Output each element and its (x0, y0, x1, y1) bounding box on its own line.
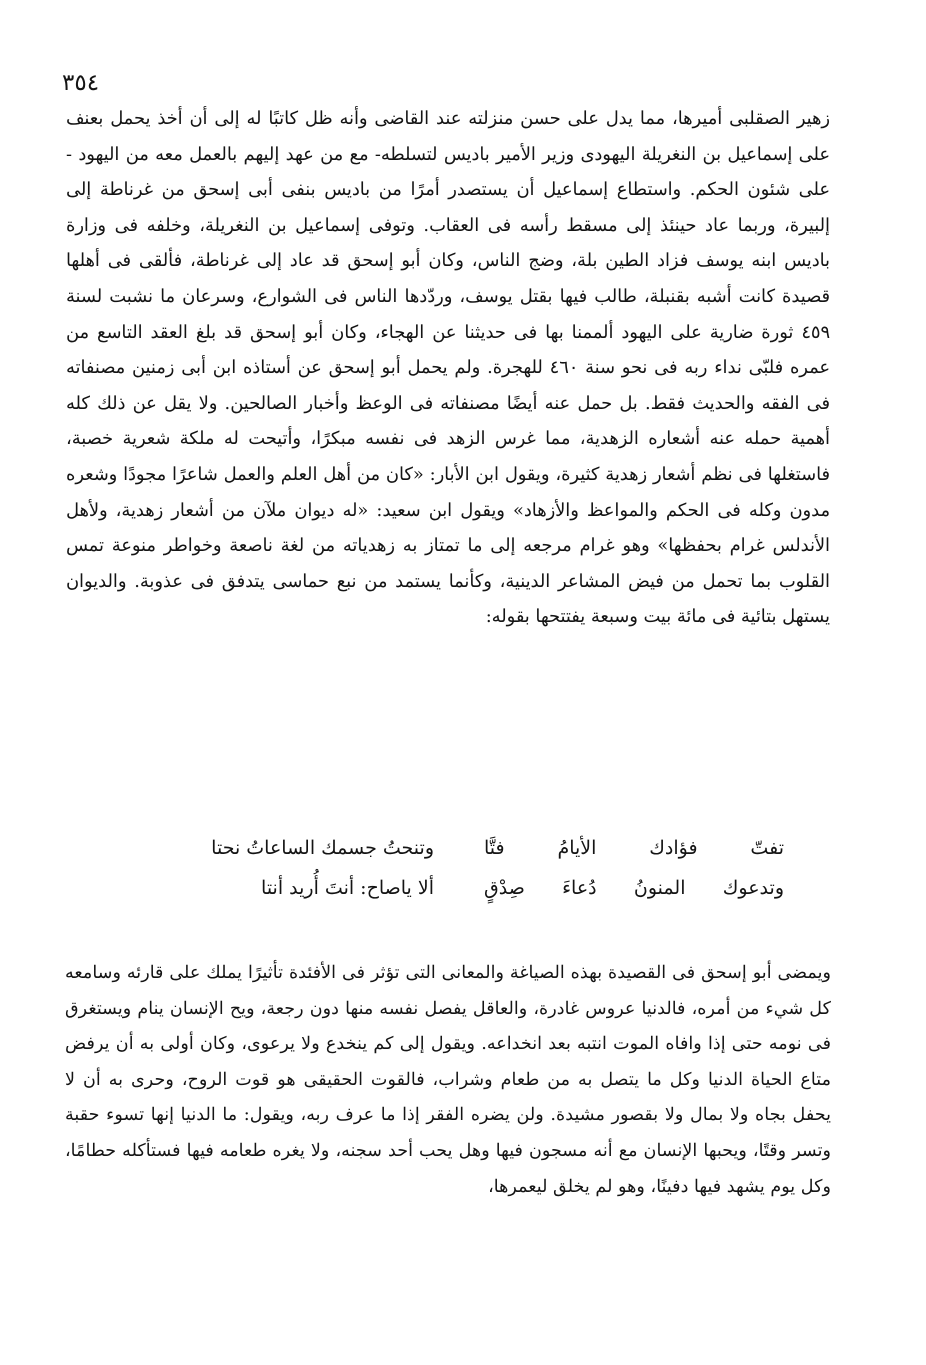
poem-line-2-second-hemistich: ألا ياصاح: أنتَ أُريد أنتا (261, 877, 434, 899)
poem (134, 828, 784, 908)
poem-line-1-second-hemistich: وتنحتُ جسمك الساعاتُ نحتا (211, 837, 434, 859)
page-number: ٣٥٤ (62, 70, 100, 96)
poem-line-1 (134, 828, 784, 868)
paragraph-2: ويمضى أبو إسحق فى القصيدة بهذه الصياغة والمعانى التى تؤثر فى الأفئدة تأثيرًا يملك على قارئه وسامعه كل شيء من أمره، فالدنيا عروس غادرة، والعاقل يفصل نفسه منها دون رجعة، ويح الإنسان ينام ويستغرق فى نومه حتى إذا وافاه الموت انتبه بعد انخداعه. ويقول إلى كم ينخدع ولا يرعوى، وكان أولى به أن يرفض متاع الحياة الدنيا وكل ما يتصل به من طعام وشراب، فالقوت الحقيقى هو قوت الروح، وحرى به أن لا يحفل بجاه ولا بمال ولا بقصور مشيدة. ولن يضره الفقر إذا ما عرف ربه، ويقول: ما الدنيا إنها تسوء حقبة وتسر وقتًا، ويحبها الإنسان مع أنه مسجون فيها وهل يحب أحد سجنه، ولا يغره طعامه فيها فستأكله حطامًا، وكل يوم يشهد فيها دفينًا، وهو لم يخلق ليعمرها، (65, 963, 831, 1197)
poem-line-2 (134, 868, 784, 908)
poem-line-1-first-hemistich: تفتّ فؤادك الأيامُ فتَّا (484, 837, 784, 859)
poem-line-2-first-hemistich: وتدعوك المنونُ دُعاءَ صِدْقٍ (484, 877, 784, 899)
paragraph-1: زهير الصقلبى أميرها، مما يدل على حسن منزلته عند القاضى وأنه ظل كاتبًا له إلى أن أخذ يحمل بعنف على إسماعيل بن النغريلة اليهودى وزير الأمير باديس لتسلطه- مع من عهد إليهم بالعمل معه من اليهود - على شئون الحكم. واستطاع إسماعيل أن يستصدر أمرًا من باديس بنفى أبى إسحق من غرناطة إلى إلبيرة، وربما عاد حينئذ إلى مسقط رأسه فى العقاب. وتوفى إسماعيل بن النغريلة، وخلفه فى وزارة باديس ابنه يوسف فزاد الطين بلة، وضج الناس، وكان أبو إسحق قد عاد إلى غرناطة، فألقى فى أهلها قصيدة كانت أشبه بقنبلة، طالب فيها بقتل يوسف، وردّدها الناس فى الشوارع، وسرعان ما نشبت لسنة ٤٥٩ ثورة ضارية على اليهود ألممنا بها فى حديثنا عن الهجاء، وكان أبو إسحق قد بلغ العقد التاسع من عمره فلبّى نداء ربه فى نحو سنة ٤٦٠ للهجرة. ولم يحمل أبو إسحق عن أستاذه ابن أبى زمنين مصنفاته فى الفقه والحديث فقط. بل حمل عنه أيضًا مصنفاته فى الوعظ وأخبار الصالحين. ولا يقل عن ذلك كله أهمية حمله عنه أشعاره الزهدية، مما غرس الزهد فى نفسه مبكرًا، وأتيحت له ملكة شعرية خصبة، فاستغلها فى نظم أشعار زهدية كثيرة، ويقول ابن الأبار: «كان من أهل العلم والعمل شاعرًا مجودًا وشعره مدون وكله فى الحكم والمواعظ والأزهاد» ويقول ابن سعيد: «له ديوان ملآن من أشعار زهدية، ولأهل الأندلس غرام بحفظها» وهو غرام مرجعه إلى ما تمتاز به زهدياته من لغة ناصعة وخواطر منوعة تمس القلوب بما تحمل من فيض المشاعر الدينية، وكأنما يستمد من نبع حماسى يتدفق فى عذوبة. والديوان يستهل بتائية فى مائة بيت وسبعة يفتتحها بقوله: (66, 108, 830, 628)
